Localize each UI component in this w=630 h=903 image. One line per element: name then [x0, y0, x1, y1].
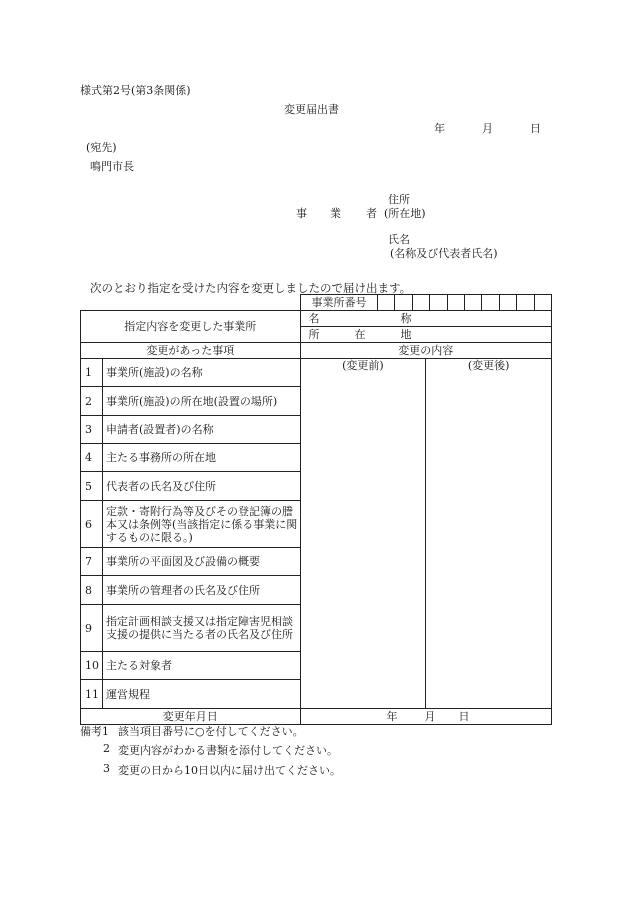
office-name-cell[interactable]: [300, 311, 551, 327]
change-date-month: 月: [424, 710, 436, 723]
before-change-cell[interactable]: [300, 359, 426, 709]
office-location-char-3: 地: [400, 328, 412, 341]
office-number-box[interactable]: [534, 295, 551, 311]
item-text: 事業所(施設)の所在地(設置の場所): [102, 387, 300, 416]
item-number[interactable]: 2: [81, 387, 103, 416]
form-title: 変更届出書: [284, 103, 339, 116]
addressee: 鳴門市長: [90, 160, 134, 173]
office-number-box[interactable]: [464, 295, 481, 311]
item-number[interactable]: 1: [81, 359, 103, 387]
item-number[interactable]: 11: [81, 680, 103, 709]
item-text: 主たる事務所の所在地: [102, 444, 300, 472]
item-text: 主たる対象者: [102, 652, 300, 680]
note-3-label: 3: [103, 762, 110, 775]
item-text: 事業所の平面図及び設備の概要: [102, 548, 300, 576]
item-number[interactable]: 8: [81, 576, 103, 605]
office-name-char-2: 称: [400, 312, 412, 325]
changed-items-header: 変更があった事項: [81, 343, 301, 359]
office-number-box[interactable]: [430, 295, 447, 311]
change-date-year: 年: [386, 710, 398, 723]
addressee-label: (宛先): [86, 141, 117, 154]
office-number-label: 事業所番号: [301, 295, 378, 311]
office-number-box[interactable]: [395, 295, 412, 311]
office-number-table: [300, 294, 552, 311]
item-number[interactable]: 5: [81, 472, 103, 501]
item-number[interactable]: 3: [81, 416, 103, 444]
applicant-heading-3: 者: [366, 207, 377, 220]
item-text: 事業所(施設)の名称: [102, 359, 300, 387]
note-3-text: 変更の日から10日以内に届け出てください。: [118, 764, 341, 777]
note-1-label: 備考1: [80, 725, 109, 738]
change-table: [80, 310, 552, 725]
applicant-heading-2: 業: [330, 207, 341, 220]
item-text: 指定計画相談支援又は指定障害児相談支援の提供に当たる者の氏名及び住所: [102, 605, 300, 652]
item-number[interactable]: 6: [81, 501, 103, 548]
address-sub-label: (所在地): [384, 207, 426, 220]
office-number-box[interactable]: [499, 295, 516, 311]
item-number[interactable]: 9: [81, 605, 103, 652]
item-number[interactable]: 10: [81, 652, 103, 680]
after-label: (変更後): [467, 359, 510, 372]
office-number-box[interactable]: [482, 295, 499, 311]
name-sub-label: (名称及び代表者氏名): [390, 247, 498, 260]
item-text: 事業所の管理者の氏名及び住所: [102, 576, 300, 605]
change-date-day: 日: [458, 710, 470, 723]
item-text: 代表者の氏名及び住所: [102, 472, 300, 501]
note-1-text: 該当項目番号に○を付してください。: [118, 725, 304, 738]
before-label: (変更前): [342, 359, 384, 372]
submission-date-month: 月: [482, 122, 493, 135]
submission-date-day: 日: [530, 122, 541, 135]
change-date-cell[interactable]: [300, 709, 551, 725]
office-name-char-1: 名: [308, 312, 320, 325]
item-text: 運営規程: [102, 680, 300, 709]
after-change-cell[interactable]: [426, 359, 552, 709]
office-number-box[interactable]: [517, 295, 534, 311]
office-location-char-1: 所: [308, 328, 320, 341]
address-label: 住所: [388, 193, 410, 206]
item-number[interactable]: 7: [81, 548, 103, 576]
note-2-label: 2: [103, 742, 110, 755]
submission-date-year: 年: [434, 122, 445, 135]
applicant-heading-1: 事: [296, 207, 307, 220]
item-text: 定款・寄附行為等及びその登記簿の謄本又は条例等(当該指定に係る事業に関するものに限る。): [102, 501, 300, 548]
office-location-char-2: 在: [354, 328, 366, 341]
note-2-text: 変更内容がわかる書類を添付してください。: [118, 744, 338, 757]
office-number-box[interactable]: [447, 295, 464, 311]
office-number-box[interactable]: [378, 295, 395, 311]
item-text: 申請者(設置者)の名称: [102, 416, 300, 444]
name-label: 氏名: [388, 233, 410, 246]
office-location-cell[interactable]: [300, 327, 551, 343]
intro-text: 次のとおり指定を受けた内容を変更しましたので届け出ます。: [90, 281, 412, 295]
changes-header: 変更の内容: [300, 343, 551, 359]
item-number[interactable]: 4: [81, 444, 103, 472]
office-number-box[interactable]: [412, 295, 429, 311]
form-style-number: 様式第2号(第3条関係): [80, 84, 191, 97]
change-date-label: 変更年月日: [81, 709, 301, 725]
office-label: 指定内容を変更した事業所: [81, 311, 301, 343]
